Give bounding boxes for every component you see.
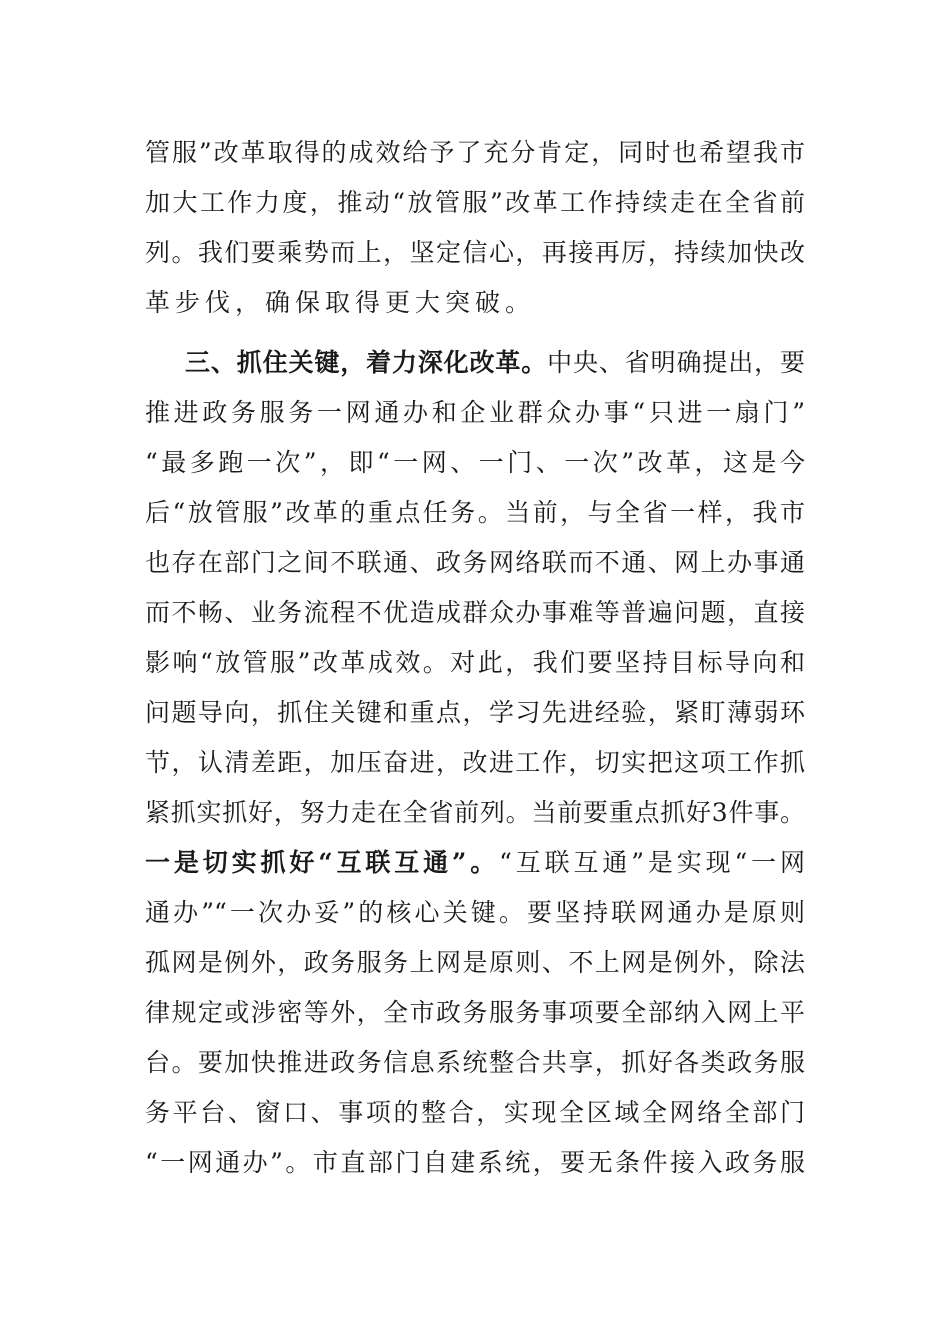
text-line: 列。我们要乘势而上，坚定信心，再接再厉，持续加快改 (145, 238, 805, 267)
text-line: 也存在部门之间不联通、政务网络联而不通、网上办事通 (145, 548, 805, 577)
text-span: “互联互通”是实现“一网 (499, 848, 805, 877)
text-line: 推进政务服务一网通办和企业群众办事“只进一扇门” (145, 398, 805, 427)
section-heading: 三、抓住关键，着力深化改革。 (185, 348, 548, 377)
text-line: 管服”改革取得的成效给予了充分肯定，同时也希望我市 (145, 138, 805, 167)
text-line: 而不畅、业务流程不优造成群众办事难等普遍问题，直接 (145, 598, 805, 627)
text-line: 影响“放管服”改革成效。对此，我们要坚持目标导向和 (145, 648, 805, 677)
text-line: “最多跑一次”，即“一网、一门、一次”改革，这是今 (145, 448, 805, 477)
text-line: 务平台、窗口、事项的整合，实现全区域全网络全部门 (145, 1098, 805, 1127)
text-line: 问题导向，抓住关键和重点，学习先进经验，紧盯薄弱环 (145, 698, 805, 727)
text-line: 加大工作力度，推动“放管服”改革工作持续走在全省前 (145, 188, 805, 217)
text-line: 律规定或涉密等外，全市政务服务事项要全部纳入网上平 (145, 998, 805, 1027)
section-heading-line (185, 338, 805, 388)
subheading: 一是切实抓好“互联互通”。 (145, 848, 500, 877)
text-line: 孤网是例外，政务服务上网是原则、不上网是例外，除法 (145, 948, 805, 977)
text-line: 革步伐，确保取得更大突破。 (145, 288, 536, 317)
text-line: 台。要加快推进政务信息系统整合共享，抓好各类政务服 (145, 1048, 805, 1077)
text-line: 节，认清差距，加压奋进，改进工作，切实把这项工作抓 (145, 748, 805, 777)
text-span: 中央、省明确提出，要 (547, 348, 805, 377)
text-line: 紧抓实抓好，努力走在全省前列。当前要重点抓好3件事。 (145, 798, 805, 827)
subheading-line (145, 838, 805, 888)
text-line: 通办”“一次办妥”的核心关键。要坚持联网通办是原则 (145, 898, 805, 927)
text-line: 后“放管服”改革的重点任务。当前，与全省一样，我市 (145, 498, 805, 527)
text-line: “一网通办”。市直部门自建系统，要无条件接入政务服 (145, 1148, 805, 1177)
